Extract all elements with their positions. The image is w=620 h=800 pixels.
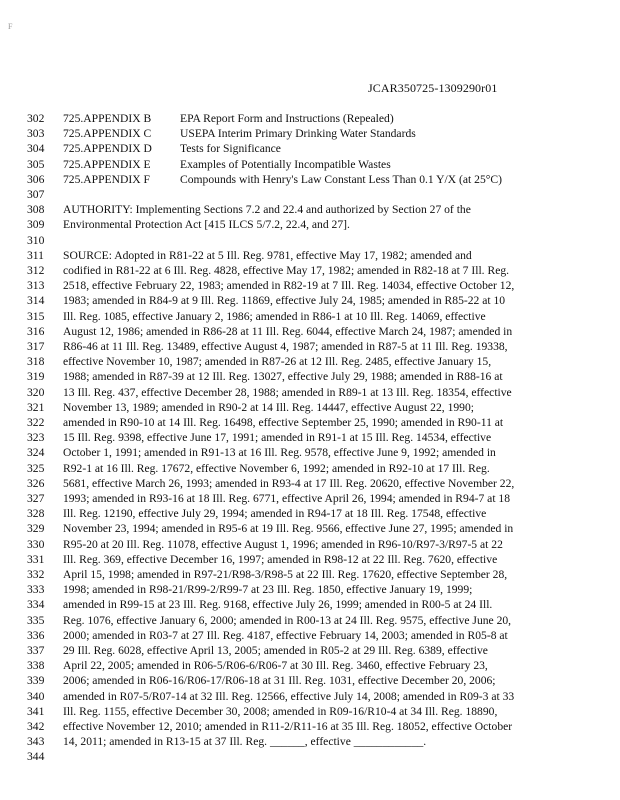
page-corner-mark: F: [8, 22, 13, 31]
line-number: 326: [27, 476, 45, 490]
line-text: 2006; amended in R06-16/R06-17/R06-18 at 31 Ill. Reg. 1031, effective December 20, 2006;: [63, 674, 496, 688]
line-number: 327: [27, 492, 45, 505]
line-text: 5681, effective March 26, 1993; amended in R93-4 at 17 Ill. Reg. 20620, effective November 22,: [63, 476, 515, 490]
line-number: 343: [27, 735, 45, 749]
line-text: amended in R90-10 at 14 Ill. Reg. 16498, effective September 25, 1990; amended in R90-11 at: [63, 416, 504, 429]
line-number: 318: [27, 355, 45, 369]
line-text: 1988; amended in R87-39 at 12 Ill. Reg. 13027, effective July 29, 1988; amended in R88-16 at: [63, 370, 503, 384]
line-text: 2000; amended in R03-7 at 27 Ill. Reg. 4187, effective February 14, 2003; amended in R05-8 at: [63, 628, 508, 642]
appendix-id: 725.APPENDIX E: [63, 157, 151, 171]
line-text: amended in R99-15 at 23 Ill. Reg. 9168, effective July 26, 1999; amended in R00-5 at 24 Ill.: [63, 598, 493, 612]
line-text: Reg. 1076, effective January 6, 2000; amended in R00-13 at 24 Ill. Reg. 9575, effective June 20,: [63, 613, 512, 627]
appendix-id: 725.APPENDIX F: [63, 172, 150, 186]
line-number: 313: [27, 279, 45, 293]
line-text: 13 Ill. Reg. 437, effective December 28, 1988; amended in R89-1 at 13 Ill. Reg. 18354, effective: [63, 385, 512, 399]
line-number: 306: [27, 172, 45, 186]
line-text: Ill. Reg. 12190, effective July 29, 1994; amended in R94-17 at 18 Ill. Reg. 17548, effective: [63, 507, 487, 521]
document-id: JCAR350725-1309290r01: [368, 81, 498, 95]
line-text: November 13, 1989; amended in R90-2 at 14 Ill. Reg. 14447, effective August 22, 1990;: [63, 400, 474, 414]
appendix-id: 725.APPENDIX B: [63, 112, 152, 125]
line-number: 339: [27, 674, 45, 688]
line-number: 303: [27, 127, 45, 141]
line-text: 15 Ill. Reg. 9398, effective June 17, 1991; amended in R91-1 at 15 Ill. Reg. 14534, effective: [63, 431, 492, 445]
line-number: 336: [27, 628, 45, 642]
appendix-title: USEPA Interim Primary Drinking Water Standards: [180, 127, 416, 141]
line-text: R86-46 at 11 Ill. Reg. 13489, effective August 4, 1987; amended in R87-5 at 11 Ill. Reg. 19338,: [63, 340, 508, 353]
appendix-title: Compounds with Henry's Law Constant Less Than 0.1 Y/X (at 25°C): [180, 172, 502, 186]
line-text: Ill. Reg. 1155, effective December 30, 2008; amended in R09-16/R10-4 at 34 Ill. Reg. 18890,: [63, 704, 498, 718]
line-text: November 23, 1994; amended in R95-6 at 19 Ill. Reg. 9566, effective June 27, 1995; amended in: [63, 522, 514, 536]
line-number: 332: [27, 568, 45, 581]
line-text: 1983; amended in R84-9 at 9 Ill. Reg. 11869, effective July 24, 1985; amended in R85-22 at 10: [63, 294, 506, 308]
line-text: April 22, 2005; amended in R06-5/R06-6/R06-7 at 30 Ill. Reg. 3460, effective February 23,: [63, 659, 488, 673]
line-number: 307: [27, 188, 45, 201]
line-number: 309: [27, 218, 45, 232]
line-text: Environmental Protection Act [415 ILCS 5/7.2, 22.4, and 27].: [63, 218, 350, 232]
line-number: 322: [27, 416, 45, 429]
line-number: 302: [27, 112, 45, 125]
line-number: 329: [27, 522, 45, 536]
line-number: 314: [27, 294, 45, 308]
line-text: SOURCE: Adopted in R81-22 at 5 Ill. Reg. 9781, effective May 17, 1982; amended and: [63, 248, 472, 262]
line-text: effective November 12, 2010; amended in R11-2/R11-16 at 35 Ill. Reg. 18052, effective October: [63, 720, 513, 733]
line-number: 334: [27, 598, 45, 612]
line-text: codified in R81-22 at 6 Ill. Reg. 4828, effective May 17, 1982; amended in R82-18 at 7 Ill. Reg.: [63, 264, 510, 277]
appendix-title: Tests for Significance: [180, 142, 281, 156]
line-number: 344: [27, 750, 45, 764]
line-number: 308: [27, 203, 45, 217]
line-number: 315: [27, 309, 45, 323]
line-text: April 15, 1998; amended in R97-21/R98-3/R98-5 at 22 Ill. Reg. 17620, effective September 28,: [63, 568, 508, 581]
line-text: Ill. Reg. 369, effective December 16, 1997; amended in R98-12 at 22 Ill. Reg. 7620, effective: [63, 552, 498, 566]
line-text: 29 Ill. Reg. 6028, effective April 13, 2005; amended in R05-2 at 29 Ill. Reg. 6389, effective: [63, 644, 488, 657]
appendix-title: Examples of Potentially Incompatible Wastes: [180, 157, 391, 171]
line-number: 305: [27, 157, 45, 171]
line-number: 312: [27, 264, 45, 277]
line-number: 311: [27, 248, 44, 262]
line-number: 324: [27, 446, 45, 460]
line-number: 310: [27, 233, 45, 247]
line-text: 14, 2011; amended in R13-15 at 37 Ill. Reg. ______, effective ____________.: [63, 735, 427, 749]
line-number: 341: [27, 704, 45, 718]
line-number: 319: [27, 370, 45, 384]
line-number: 335: [27, 613, 45, 627]
line-text: August 12, 1986; amended in R86-28 at 11 Ill. Reg. 6044, effective March 24, 1987; amended in: [63, 324, 513, 338]
line-text: R92-1 at 16 Ill. Reg. 17672, effective November 6, 1992; amended in R92-10 at 17 Ill. Reg.: [63, 461, 490, 475]
line-number: 338: [27, 659, 45, 673]
appendix-id: 725.APPENDIX C: [63, 127, 152, 141]
appendix-id: 725.APPENDIX D: [63, 142, 152, 156]
line-text: amended in R07-5/R07-14 at 32 Ill. Reg. 12566, effective July 14, 2008; amended in R09-3 at 33: [63, 689, 515, 703]
line-number: 331: [27, 552, 45, 566]
line-text: October 1, 1991; amended in R91-13 at 16 Ill. Reg. 9578, effective June 9, 1992; amended in: [63, 446, 496, 460]
line-number: 328: [27, 507, 45, 521]
line-text: Ill. Reg. 1085, effective January 2, 1986; amended in R86-1 at 10 Ill. Reg. 14069, effective: [63, 309, 486, 323]
line-number: 337: [27, 644, 45, 657]
line-number: 320: [27, 385, 45, 399]
line-number: 316: [27, 324, 45, 338]
line-text: 2518, effective February 22, 1983; amended in R82-19 at 7 Ill. Reg. 14034, effective October 12,: [63, 279, 515, 293]
appendix-title: EPA Report Form and Instructions (Repealed): [180, 112, 394, 125]
line-text: 1993; amended in R93-16 at 18 Ill. Reg. 6771, effective April 26, 1994; amended in R94-7 at 18: [63, 492, 511, 505]
line-number: 330: [27, 537, 45, 551]
line-text: AUTHORITY: Implementing Sections 7.2 and 22.4 and authorized by Section 27 of the: [63, 203, 471, 217]
line-number: 317: [27, 340, 45, 353]
line-number: 323: [27, 431, 45, 445]
line-text: R95-20 at 20 Ill. Reg. 11078, effective August 1, 1996; amended in R96-10/R97-3/R97-5 at 22: [63, 537, 503, 551]
line-number: 340: [27, 689, 45, 703]
line-number: 321: [27, 400, 45, 414]
line-number: 325: [27, 461, 45, 475]
line-text: 1998; amended in R98-21/R99-2/R99-7 at 23 Ill. Reg. 1850, effective January 19, 1999;: [63, 583, 473, 597]
line-number: 333: [27, 583, 45, 597]
line-number: 342: [27, 720, 45, 733]
line-number: 304: [27, 142, 45, 156]
line-text: effective November 10, 1987; amended in R87-26 at 12 Ill. Reg. 2485, effective January 15,: [63, 355, 492, 369]
